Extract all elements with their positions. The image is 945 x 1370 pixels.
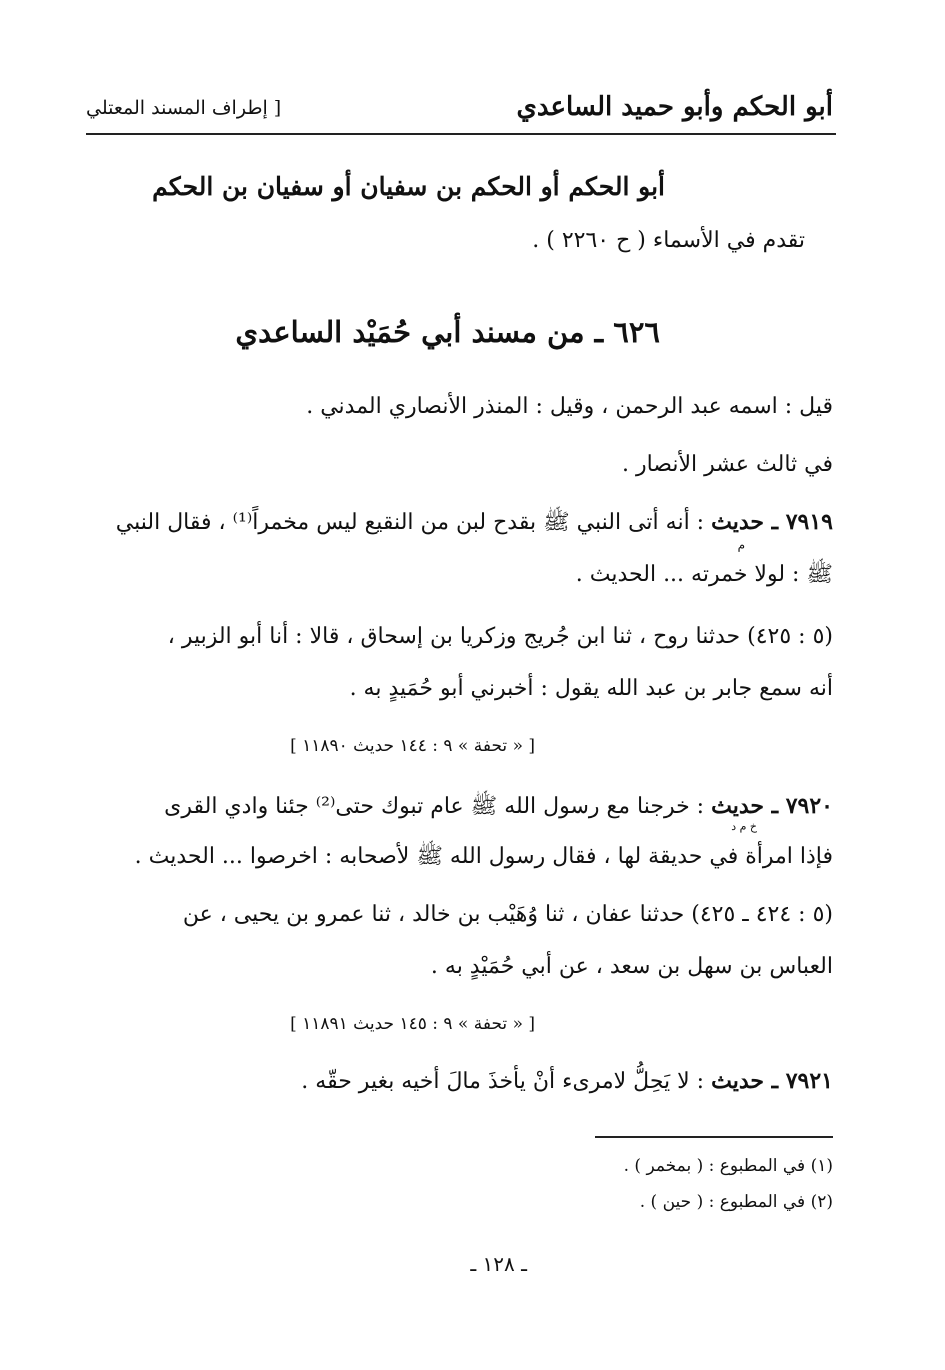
hadith-number: ٧٩١٩ ـ حديث (711, 509, 833, 535)
entry-cross-reference: تقدم في الأسماء ( ح ٢٢٦٠ ) . (532, 228, 805, 253)
hadith-text: : خرجنا مع رسول الله ﷺ عام تبوك حتى⁽²⁾ جئنا وادي القرى (164, 794, 712, 819)
running-header-title: أبو الحكم وأبو حميد الساعدي (516, 92, 833, 122)
page-number: ـ ١٢٨ ـ (470, 1252, 527, 1276)
hadith-7919-tuhfa-reference: [ « تحفة » ٩ : ١٤٤ حديث ١١٨٩٠ ] (290, 736, 535, 756)
hadith-7919-line-2: ﷺ : لولا خمرته ... الحديث . (575, 562, 833, 587)
hadith-7920-source-symbols: خ م د (731, 820, 757, 833)
footnote-2: (٢) في المطبوع : ( حين ) . (639, 1192, 833, 1212)
hadith-7920-isnad-1: (٥ : ٤٢٤ ـ ٤٢٥) حدثنا عفان ، ثنا وُهَيْب بن خالد ، ثنا عمرو بن يحيى ، عن (182, 902, 833, 927)
footnote-1: (١) في المطبوع : ( بمخمر ) . (623, 1156, 833, 1176)
hadith-7920-tuhfa-reference: [ « تحفة » ٩ : ١٤٥ حديث ١١٨٩١ ] (290, 1014, 535, 1034)
section-heading: ٦٢٦ ـ من مسند أبي حُمَيْد الساعدي (235, 315, 660, 349)
hadith-number: ٧٩٢١ ـ حديث (711, 1068, 833, 1094)
running-header-book: [ إطراف المسند المعتلي (86, 97, 282, 119)
header-rule (86, 133, 836, 135)
hadith-7920-line-2: فإذا امرأة في حديقة لها ، فقال رسول الله ﷺ لأصحابه : اخرصوا ... الحديث . (134, 844, 833, 869)
hadith-7919-isnad-2: أنه سمع جابر بن عبد الله يقول : أخبرني أبو حُمَيدٍ به . (349, 676, 833, 701)
hadith-number: ٧٩٢٠ ـ حديث (711, 793, 833, 819)
section-intro-name: قيل : اسمه عبد الرحمن ، وقيل : المنذر الأنصاري المدني . (306, 394, 833, 419)
hadith-7919-line-1 (86, 508, 833, 540)
entry-title: أبو الحكم أو الحكم بن سفيان أو سفيان بن الحكم (152, 172, 665, 201)
hadith-7919-isnad-1: (٥ : ٤٢٥) حدثنا روح ، ثنا ابن جُريج وزكريا بن إسحاق ، قالا : أنا أبو الزبير ، (167, 624, 833, 649)
hadith-text: : لا يَحِلُّ لامرىء أنْ يأخذَ مالَ أخيه بغير حقّه . (301, 1069, 712, 1094)
hadith-7921-line-1 (301, 1068, 833, 1094)
hadith-7920-isnad-2: العباس بن سهل بن سعد ، عن أبي حُمَيْدٍ به . (430, 954, 833, 979)
hadith-7919-source-symbol: م (737, 538, 745, 552)
hadith-text: : أنه أتى النبي ﷺ بقدح لبن من النقيع ليس مخمراً⁽¹⁾ ، فقال النبي (115, 510, 712, 535)
footnote-rule (595, 1136, 833, 1138)
section-intro-location: في ثالث عشر الأنصار . (621, 452, 833, 477)
